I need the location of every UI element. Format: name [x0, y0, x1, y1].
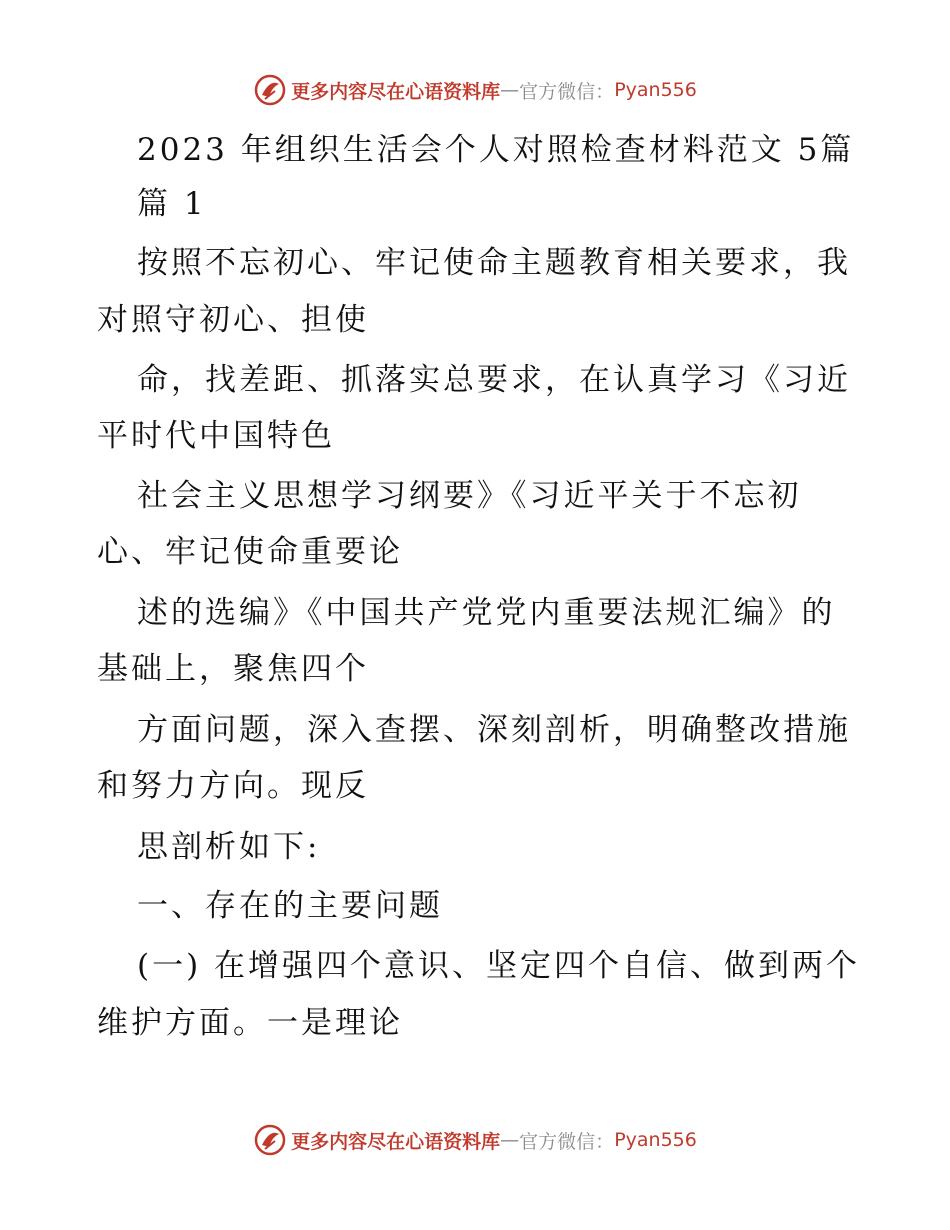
watermark-separator: — [500, 79, 520, 101]
watermark-separator: — [500, 1129, 520, 1151]
paragraph-line: 基础上，聚焦四个 [97, 651, 369, 687]
watermark-lead-text: 更多内容尽在心语资料库 [291, 1130, 501, 1153]
paragraph-line: 社会主义思想学习纲要》《习近平关于不忘初 [137, 478, 802, 514]
paragraph-line: 和努力方向。现反 [97, 768, 369, 804]
paragraph-line: 方面问题，深入查摆、深刻剖析，明确整改措施 [137, 712, 851, 748]
paragraph-line: 对照守初心、担使 [97, 302, 369, 338]
watermark-lead-text: 更多内容尽在心语资料库 [291, 80, 501, 103]
watermark-label: 官方微信： [519, 1130, 615, 1153]
paragraph-line: 述的选编》《中国共产党党内重要法规汇编》的 [137, 595, 836, 631]
watermark-header [0, 70, 950, 110]
brand-logo-icon [253, 1123, 287, 1157]
section-heading-problems: 一、存在的主要问题 [137, 888, 443, 924]
paragraph-line: 思剖析如下: [137, 829, 321, 865]
paragraph-line: 心、牢记使命重要论 [97, 534, 403, 570]
paragraph-line: 维护方面。一是理论 [97, 1005, 403, 1041]
paragraph-line: (一) 在增强四个意识、坚定四个自信、做到两个 [137, 948, 861, 984]
watermark-handle: Pyan556 [614, 1129, 697, 1151]
document-title: 2023 年组织生活会个人对照检查材料范文 5篇 [137, 132, 855, 168]
watermark-handle: Pyan556 [614, 79, 697, 101]
brand-logo-icon [253, 73, 287, 107]
watermark-label: 官方微信： [519, 80, 615, 103]
watermark-footer [0, 1120, 950, 1160]
section-heading: 篇 1 [137, 186, 207, 222]
paragraph-line: 命，找差距、抓落实总要求，在认真学习《习近 [137, 362, 851, 398]
paragraph-line: 平时代中国特色 [97, 418, 335, 454]
paragraph-line: 按照不忘初心、牢记使命主题教育相关要求，我 [137, 245, 851, 281]
